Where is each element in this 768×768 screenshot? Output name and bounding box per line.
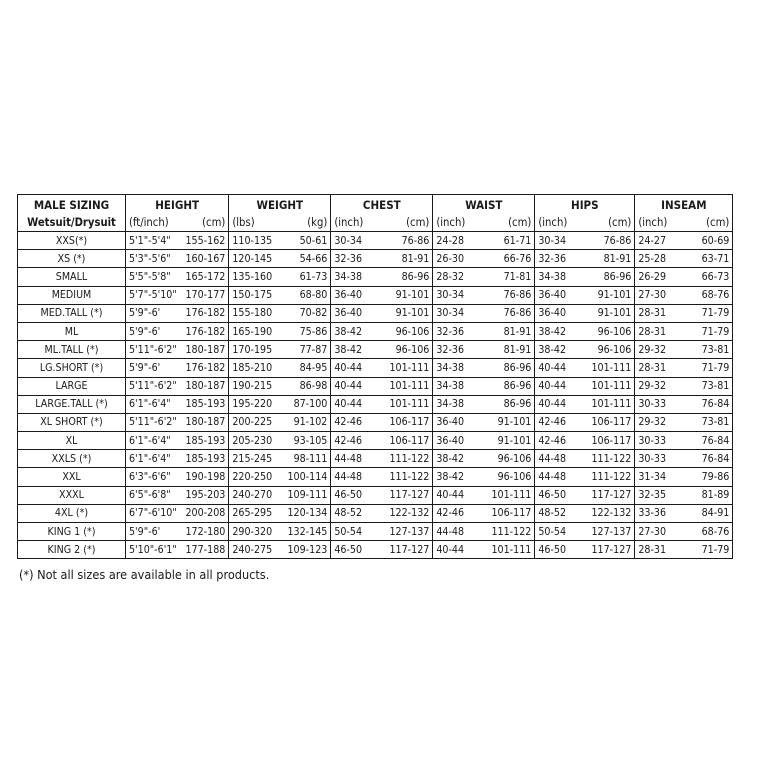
value-cell: 96-106: [381, 322, 433, 340]
value-cell: 165-172: [186, 268, 229, 286]
value-cell: 42-46: [535, 413, 585, 431]
value-cell: 101-111: [381, 359, 433, 377]
value-cell: 122-132: [585, 504, 635, 522]
footnote: (*) Not all sizes are available in all products.: [19, 567, 270, 582]
value-cell: 50-54: [331, 523, 381, 541]
value-cell: 240-270: [229, 486, 287, 504]
value-cell: 42-46: [331, 413, 381, 431]
value-cell: 132-145: [287, 523, 331, 541]
value-cell: 5'9"-6': [126, 359, 186, 377]
value-cell: 93-105: [287, 432, 331, 450]
height-header: HEIGHT: [126, 195, 229, 215]
value-cell: 5'11"-6'2": [126, 377, 186, 395]
value-cell: 38-42: [433, 450, 483, 468]
value-cell: 40-44: [535, 395, 585, 413]
value-cell: 101-111: [483, 541, 535, 559]
value-cell: 27-30: [635, 523, 685, 541]
size-cell: XXLS (*): [18, 450, 126, 468]
size-cell: SMALL: [18, 268, 126, 286]
value-cell: 68-80: [287, 286, 331, 304]
value-cell: 27-30: [635, 286, 685, 304]
value-cell: 96-106: [585, 322, 635, 340]
value-cell: 195-203: [186, 486, 229, 504]
value-cell: 73-81: [685, 413, 733, 431]
value-cell: 38-42: [331, 322, 381, 340]
value-cell: 24-27: [635, 232, 685, 250]
value-cell: 44-48: [433, 523, 483, 541]
value-cell: 36-40: [331, 286, 381, 304]
value-cell: 46-50: [331, 541, 381, 559]
value-cell: 36-40: [433, 413, 483, 431]
value-cell: 71-81: [483, 268, 535, 286]
value-cell: 24-28: [433, 232, 483, 250]
value-cell: 165-190: [229, 322, 287, 340]
value-cell: 73-81: [685, 377, 733, 395]
value-cell: 100-114: [287, 468, 331, 486]
table-row: [18, 504, 733, 522]
value-cell: 109-111: [287, 486, 331, 504]
value-cell: 111-122: [381, 468, 433, 486]
value-cell: 81-91: [381, 250, 433, 268]
value-cell: 86-96: [483, 359, 535, 377]
value-cell: 180-187: [186, 341, 229, 359]
value-cell: 180-187: [186, 377, 229, 395]
value-cell: 71-79: [685, 359, 733, 377]
value-cell: 48-52: [331, 504, 381, 522]
value-cell: 111-122: [483, 523, 535, 541]
value-cell: 46-50: [535, 541, 585, 559]
value-cell: 6'5"-6'8": [126, 486, 186, 504]
value-cell: 91-101: [381, 286, 433, 304]
header-row-titles: [18, 195, 733, 215]
value-cell: 48-52: [535, 504, 585, 522]
value-cell: 200-225: [229, 413, 287, 431]
value-cell: 6'1"-6'4": [126, 432, 186, 450]
table-row: [18, 268, 733, 286]
value-cell: 96-106: [483, 450, 535, 468]
value-cell: 66-76: [483, 250, 535, 268]
value-cell: 127-137: [585, 523, 635, 541]
value-cell: 96-106: [585, 341, 635, 359]
table-row: [18, 304, 733, 322]
value-cell: 106-117: [381, 413, 433, 431]
value-cell: 84-95: [287, 359, 331, 377]
value-cell: 61-73: [287, 268, 331, 286]
value-cell: 170-195: [229, 341, 287, 359]
value-cell: 81-91: [483, 322, 535, 340]
value-cell: 5'5"-5'8": [126, 268, 186, 286]
value-cell: 31-34: [635, 468, 685, 486]
table-row: [18, 286, 733, 304]
table-row: [18, 541, 733, 559]
chest-header: CHEST: [331, 195, 433, 215]
value-cell: 265-295: [229, 504, 287, 522]
value-cell: 40-44: [535, 359, 585, 377]
size-cell: KING 1 (*): [18, 523, 126, 541]
waist-header: WAIST: [433, 195, 535, 215]
table-row: [18, 486, 733, 504]
size-column-title: MALE SIZING: [18, 195, 126, 215]
size-cell: MED.TALL (*): [18, 304, 126, 322]
value-cell: 177-188: [186, 541, 229, 559]
size-chart-body: [18, 232, 733, 559]
size-cell: KING 2 (*): [18, 541, 126, 559]
table-row: [18, 359, 733, 377]
hips-unit-metric: (cm): [585, 214, 635, 232]
size-column-subtitle: Wetsuit/Drysuit: [18, 214, 126, 232]
value-cell: 91-102: [287, 413, 331, 431]
table-row: [18, 377, 733, 395]
value-cell: 96-106: [483, 468, 535, 486]
value-cell: 185-193: [186, 395, 229, 413]
value-cell: 160-167: [186, 250, 229, 268]
value-cell: 240-275: [229, 541, 287, 559]
value-cell: 86-96: [585, 268, 635, 286]
value-cell: 6'1"-6'4": [126, 395, 186, 413]
size-cell: XL: [18, 432, 126, 450]
value-cell: 30-34: [331, 232, 381, 250]
value-cell: 46-50: [535, 486, 585, 504]
value-cell: 44-48: [331, 450, 381, 468]
value-cell: 28-31: [635, 541, 685, 559]
value-cell: 5'9"-6': [126, 322, 186, 340]
value-cell: 86-96: [483, 377, 535, 395]
value-cell: 172-180: [186, 523, 229, 541]
value-cell: 117-127: [381, 486, 433, 504]
value-cell: 5'11"-6'2": [126, 341, 186, 359]
value-cell: 71-79: [685, 541, 733, 559]
value-cell: 135-160: [229, 268, 287, 286]
value-cell: 190-198: [186, 468, 229, 486]
value-cell: 155-162: [186, 232, 229, 250]
value-cell: 101-111: [381, 395, 433, 413]
table-row: [18, 322, 733, 340]
value-cell: 5'1"-5'4": [126, 232, 186, 250]
value-cell: 76-86: [483, 304, 535, 322]
size-cell: XL SHORT (*): [18, 413, 126, 431]
value-cell: 36-40: [535, 304, 585, 322]
value-cell: 30-33: [635, 395, 685, 413]
size-cell: ML.TALL (*): [18, 341, 126, 359]
hips-unit-imperial: (inch): [535, 214, 585, 232]
value-cell: 111-122: [585, 450, 635, 468]
table-row: [18, 341, 733, 359]
value-cell: 30-33: [635, 450, 685, 468]
value-cell: 190-215: [229, 377, 287, 395]
value-cell: 180-187: [186, 413, 229, 431]
value-cell: 38-42: [331, 341, 381, 359]
value-cell: 42-46: [535, 432, 585, 450]
table-row: [18, 450, 733, 468]
value-cell: 87-100: [287, 395, 331, 413]
value-cell: 120-134: [287, 504, 331, 522]
value-cell: 36-40: [331, 304, 381, 322]
value-cell: 200-208: [186, 504, 229, 522]
size-cell: XS (*): [18, 250, 126, 268]
value-cell: 63-71: [685, 250, 733, 268]
value-cell: 44-48: [535, 450, 585, 468]
value-cell: 195-220: [229, 395, 287, 413]
value-cell: 81-89: [685, 486, 733, 504]
value-cell: 60-69: [685, 232, 733, 250]
value-cell: 42-46: [331, 432, 381, 450]
value-cell: 26-29: [635, 268, 685, 286]
chest-unit-metric: (cm): [381, 214, 433, 232]
value-cell: 91-101: [483, 413, 535, 431]
value-cell: 220-250: [229, 468, 287, 486]
value-cell: 28-31: [635, 304, 685, 322]
value-cell: 5'3"-5'6": [126, 250, 186, 268]
value-cell: 127-137: [381, 523, 433, 541]
value-cell: 40-44: [535, 377, 585, 395]
value-cell: 68-76: [685, 523, 733, 541]
value-cell: 34-38: [433, 359, 483, 377]
size-cell: MEDIUM: [18, 286, 126, 304]
value-cell: 26-30: [433, 250, 483, 268]
table-row: [18, 232, 733, 250]
value-cell: 81-91: [585, 250, 635, 268]
value-cell: 6'7"-6'10": [126, 504, 186, 522]
value-cell: 44-48: [331, 468, 381, 486]
value-cell: 98-111: [287, 450, 331, 468]
value-cell: 101-111: [585, 395, 635, 413]
size-chart-table: [17, 194, 733, 559]
value-cell: 34-38: [535, 268, 585, 286]
value-cell: 109-123: [287, 541, 331, 559]
value-cell: 68-76: [685, 286, 733, 304]
value-cell: 86-96: [483, 395, 535, 413]
hips-header: HIPS: [535, 195, 635, 215]
value-cell: 176-182: [186, 322, 229, 340]
value-cell: 76-86: [381, 232, 433, 250]
value-cell: 215-245: [229, 450, 287, 468]
waist-unit-imperial: (inch): [433, 214, 483, 232]
value-cell: 70-82: [287, 304, 331, 322]
value-cell: 77-87: [287, 341, 331, 359]
value-cell: 81-91: [483, 341, 535, 359]
size-cell: LG.SHORT (*): [18, 359, 126, 377]
value-cell: 71-79: [685, 322, 733, 340]
table-row: [18, 250, 733, 268]
size-cell: LARGE: [18, 377, 126, 395]
value-cell: 106-117: [585, 432, 635, 450]
value-cell: 5'9"-6': [126, 523, 186, 541]
value-cell: 50-61: [287, 232, 331, 250]
value-cell: 50-54: [535, 523, 585, 541]
value-cell: 117-127: [585, 541, 635, 559]
value-cell: 40-44: [331, 395, 381, 413]
value-cell: 54-66: [287, 250, 331, 268]
value-cell: 40-44: [433, 541, 483, 559]
value-cell: 76-86: [483, 286, 535, 304]
value-cell: 32-35: [635, 486, 685, 504]
inseam-header: INSEAM: [635, 195, 733, 215]
table-row: [18, 413, 733, 431]
value-cell: 5'9"-6': [126, 304, 186, 322]
value-cell: 38-42: [433, 468, 483, 486]
value-cell: 91-101: [585, 304, 635, 322]
value-cell: 101-111: [585, 359, 635, 377]
value-cell: 33-36: [635, 504, 685, 522]
value-cell: 117-127: [381, 541, 433, 559]
value-cell: 76-84: [685, 395, 733, 413]
value-cell: 155-180: [229, 304, 287, 322]
value-cell: 6'1"-6'4": [126, 450, 186, 468]
value-cell: 32-36: [433, 322, 483, 340]
value-cell: 71-79: [685, 304, 733, 322]
value-cell: 29-32: [635, 377, 685, 395]
value-cell: 28-31: [635, 322, 685, 340]
size-cell: ML: [18, 322, 126, 340]
size-cell: XXXL: [18, 486, 126, 504]
value-cell: 150-175: [229, 286, 287, 304]
value-cell: 38-42: [535, 322, 585, 340]
value-cell: 28-32: [433, 268, 483, 286]
value-cell: 79-86: [685, 468, 733, 486]
value-cell: 5'11"-6'2": [126, 413, 186, 431]
value-cell: 122-132: [381, 504, 433, 522]
value-cell: 5'7"-5'10": [126, 286, 186, 304]
value-cell: 36-40: [535, 286, 585, 304]
value-cell: 28-31: [635, 359, 685, 377]
value-cell: 176-182: [186, 304, 229, 322]
value-cell: 106-117: [381, 432, 433, 450]
value-cell: 30-34: [433, 304, 483, 322]
size-cell: XXL: [18, 468, 126, 486]
value-cell: 101-111: [585, 377, 635, 395]
value-cell: 30-34: [433, 286, 483, 304]
weight-unit-imperial: (lbs): [229, 214, 287, 232]
value-cell: 185-193: [186, 432, 229, 450]
value-cell: 91-101: [381, 304, 433, 322]
value-cell: 30-33: [635, 432, 685, 450]
size-cell: LARGE.TALL (*): [18, 395, 126, 413]
table-row: [18, 432, 733, 450]
value-cell: 42-46: [433, 504, 483, 522]
value-cell: 34-38: [433, 395, 483, 413]
value-cell: 6'3"-6'6": [126, 468, 186, 486]
value-cell: 101-111: [483, 486, 535, 504]
value-cell: 101-111: [381, 377, 433, 395]
value-cell: 96-106: [381, 341, 433, 359]
value-cell: 34-38: [433, 377, 483, 395]
value-cell: 290-320: [229, 523, 287, 541]
value-cell: 91-101: [483, 432, 535, 450]
height-unit-metric: (cm): [186, 214, 229, 232]
value-cell: 205-230: [229, 432, 287, 450]
value-cell: 30-34: [535, 232, 585, 250]
value-cell: 66-73: [685, 268, 733, 286]
table-row: [18, 523, 733, 541]
value-cell: 44-48: [535, 468, 585, 486]
value-cell: 185-210: [229, 359, 287, 377]
value-cell: 36-40: [433, 432, 483, 450]
size-cell: 4XL (*): [18, 504, 126, 522]
inseam-unit-metric: (cm): [685, 214, 733, 232]
value-cell: 84-91: [685, 504, 733, 522]
value-cell: 40-44: [433, 486, 483, 504]
value-cell: 61-71: [483, 232, 535, 250]
value-cell: 111-122: [381, 450, 433, 468]
size-cell: XXS(*): [18, 232, 126, 250]
value-cell: 5'10"-6'1": [126, 541, 186, 559]
value-cell: 111-122: [585, 468, 635, 486]
header-row-units: [18, 214, 733, 232]
value-cell: 117-127: [585, 486, 635, 504]
table-row: [18, 395, 733, 413]
value-cell: 76-86: [585, 232, 635, 250]
value-cell: 110-135: [229, 232, 287, 250]
table-row: [18, 468, 733, 486]
value-cell: 106-117: [483, 504, 535, 522]
value-cell: 38-42: [535, 341, 585, 359]
height-unit-imperial: (ft/inch): [126, 214, 186, 232]
value-cell: 86-96: [381, 268, 433, 286]
waist-unit-metric: (cm): [483, 214, 535, 232]
value-cell: 29-32: [635, 341, 685, 359]
weight-header: WEIGHT: [229, 195, 331, 215]
value-cell: 76-84: [685, 450, 733, 468]
chest-unit-imperial: (inch): [331, 214, 381, 232]
value-cell: 75-86: [287, 322, 331, 340]
value-cell: 73-81: [685, 341, 733, 359]
value-cell: 91-101: [585, 286, 635, 304]
inseam-unit-imperial: (inch): [635, 214, 685, 232]
value-cell: 32-36: [331, 250, 381, 268]
value-cell: 34-38: [331, 268, 381, 286]
value-cell: 46-50: [331, 486, 381, 504]
weight-unit-metric: (kg): [287, 214, 331, 232]
value-cell: 120-145: [229, 250, 287, 268]
value-cell: 40-44: [331, 359, 381, 377]
value-cell: 32-36: [433, 341, 483, 359]
value-cell: 40-44: [331, 377, 381, 395]
value-cell: 86-98: [287, 377, 331, 395]
value-cell: 106-117: [585, 413, 635, 431]
value-cell: 176-182: [186, 359, 229, 377]
value-cell: 25-28: [635, 250, 685, 268]
value-cell: 185-193: [186, 450, 229, 468]
value-cell: 32-36: [535, 250, 585, 268]
value-cell: 29-32: [635, 413, 685, 431]
value-cell: 170-177: [186, 286, 229, 304]
value-cell: 76-84: [685, 432, 733, 450]
